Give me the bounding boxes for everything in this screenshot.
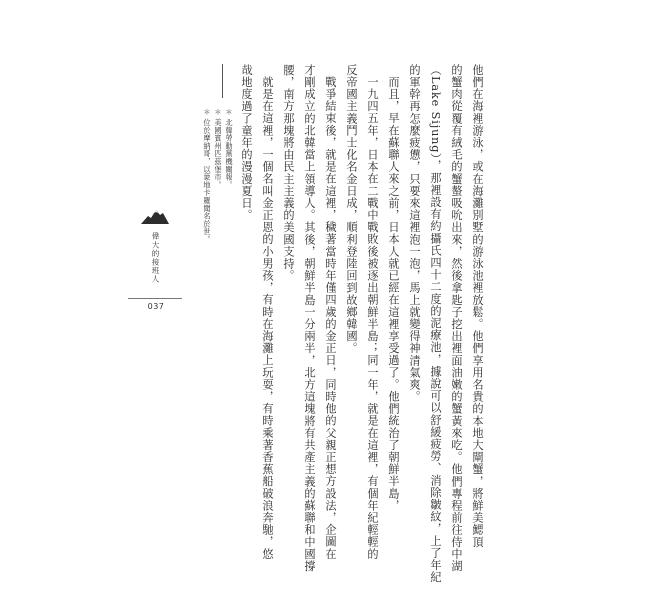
body-column-6: 一九四五年，日本在二戰中戰敗後被逐出朝鮮半島；同一年，就是在這裡，有個年紀輕輕的 [366, 76, 379, 560]
body-column-5: 而且，早在蘇聯人來之前，日本人就已經在這裡享受過了。他們統治了朝鮮半島， [387, 76, 400, 512]
body-column-9: 才剛成立的北韓當上領導人。其後，朝鮮半島一分兩半，北方這塊將有共產主義的蘇聯和中國撐 [303, 64, 316, 573]
body-column-2: 的蟹肉從覆有絨毛的蟹螯吸吮出來，然後拿匙子挖出裡面油嫩的蟹黃來吃。他們專程前往侍中湖 [450, 64, 463, 573]
footnote-2: ＊ 美國賓州匹茲堡市。 [214, 108, 223, 189]
footnote-3: ＊ 位於摩納哥，以蒙地卡羅聞名於世。 [203, 108, 212, 244]
folio-rule [128, 298, 182, 299]
footnote-1: ＊ 北韓勞動黨機關報。 [225, 108, 234, 189]
mountain-icon [141, 207, 169, 225]
body-column-8: 戰爭結束後，就是在這裡，穢著當時年僅四歲的金正日，同時他的父親正想方設法，企圖在 [324, 76, 337, 560]
footnote-divider [222, 64, 223, 98]
body-column-4: 的軍幹再怎麼疲憊，只要來這裡泡一泡，馬上就變得神清氣爽。 [408, 64, 421, 403]
body-column-11: 就是在這裡，一個名叫金正恩的小男孩，有時在海灘上玩耍，有時乘著香蕉船破浪奔馳，悠 [261, 76, 274, 560]
body-column-12: 哉地度過了童年的漫漫夏日。 [240, 64, 253, 222]
page-number: 037 [147, 302, 165, 311]
body-column-1: 他們在海裡游泳，或在海灘別墅的游泳池裡放鬆。他們享用名貴的本地大閘蟹，將鮮美鰓頂 [471, 64, 484, 548]
body-column-3: （Lake Sijung），那裡設有約攝氏四十二度的泥療池，據說可以舒緩疲勞、消除皺紋，上了年紀 [429, 64, 442, 584]
running-head: 偉大的接班人 [151, 232, 160, 284]
body-column-10: 腰，南方那塊將由民主主義的美國支持。 [282, 64, 295, 282]
body-column-7: 反帝國主義鬥士化名金日成，順利登陸回到故鄉韓國。 [345, 64, 358, 355]
